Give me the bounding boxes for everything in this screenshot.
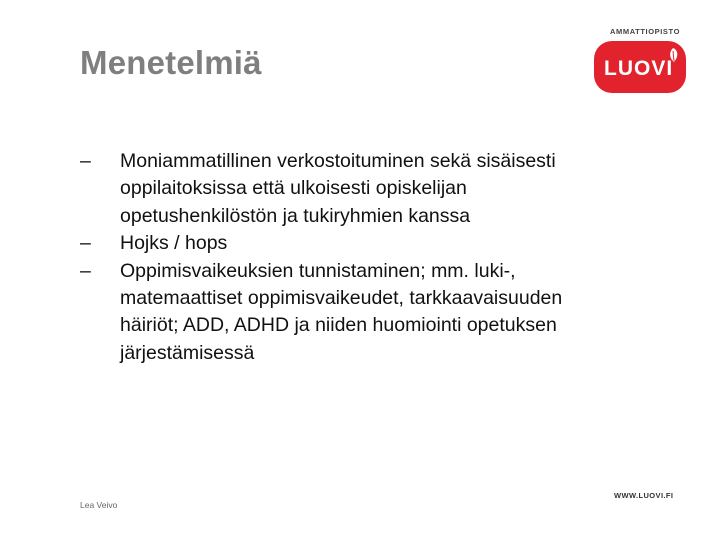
logo-top-text: AMMATTIOPISTO — [609, 27, 681, 36]
logo-wordmark: LUOVI — [604, 57, 674, 80]
slide-title: Menetelmiä — [80, 44, 262, 81]
bullet-list — [80, 148, 620, 367]
luovi-logo — [594, 27, 690, 95]
bullet-item — [80, 258, 620, 368]
bullet-text: Oppimisvaikeuksien tunnistaminen; mm. luki-, matemaattiset oppimisvaikeudet, tarkkaavaisuuden häiriöt; ADD, ADHD ja niiden huomiointi opetuksen järjestämisessä — [120, 259, 563, 364]
bullet-text: Moniammatillinen verkostoituminen sekä sisäisesti oppilaitoksissa että ulkoisesti opiskelijan opetushenkilöstön ja tukiryhmien kanssa — [120, 150, 556, 227]
bullet-marker: – — [80, 259, 91, 282]
bullet-marker: – — [80, 232, 91, 255]
footer-url: WWW.LUOVI.FI — [614, 491, 674, 500]
leaf-icon — [666, 47, 680, 63]
bullet-text: Hojks / hops — [120, 232, 228, 255]
footer-author: Lea Veivo — [80, 500, 118, 510]
bullet-marker: – — [80, 150, 91, 172]
logo-badge — [594, 41, 686, 93]
bullet-item — [80, 148, 620, 230]
bullet-item — [80, 230, 620, 257]
